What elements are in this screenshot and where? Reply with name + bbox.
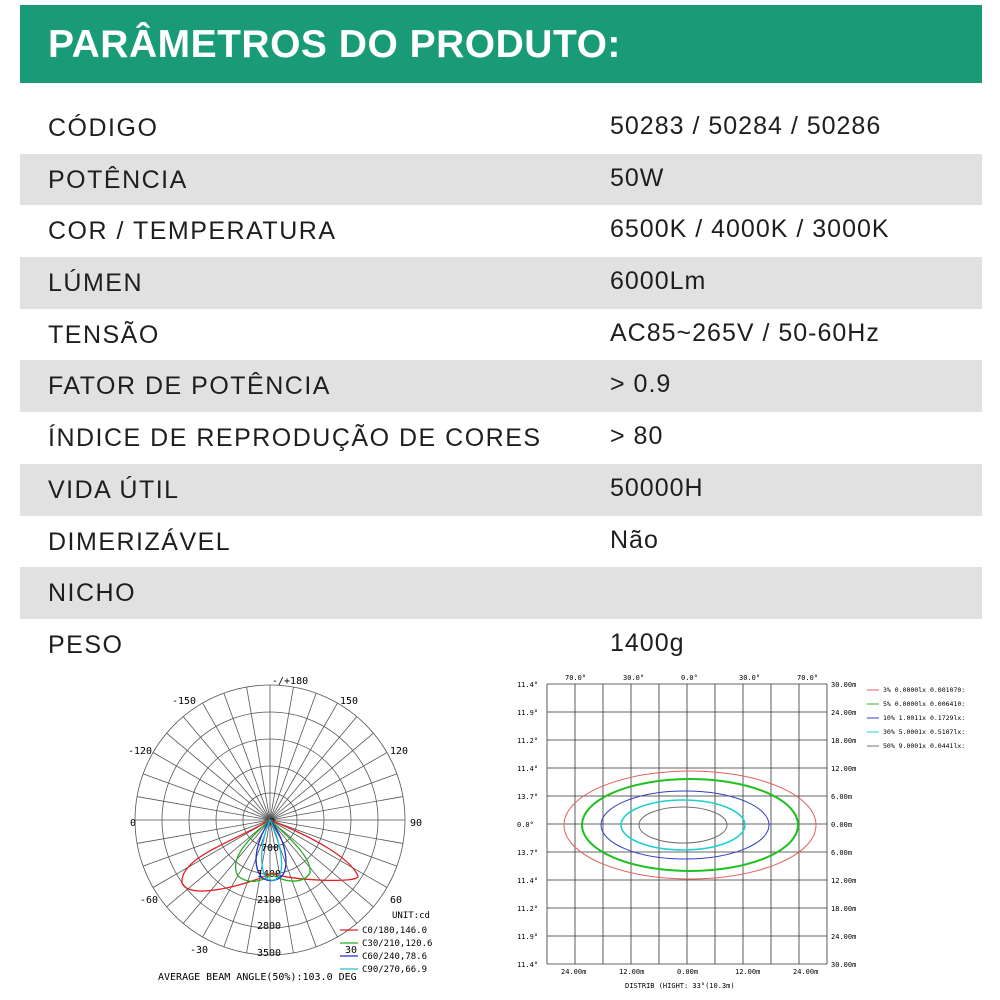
polar-footer: AVERAGE BEAM ANGLE(50%):103.0 DEG xyxy=(158,972,357,983)
legend-entry: 5% 0.0000lx 0.006410: xyxy=(883,700,966,708)
spec-label: LÚMEN xyxy=(48,269,144,298)
spec-label: PESO xyxy=(48,630,124,659)
polar-angle-label: -150 xyxy=(172,696,197,707)
grid-right-label: 18.00m xyxy=(831,905,857,913)
grid-right-label: 6.00m xyxy=(831,793,853,801)
polar-radial-label: 2100 xyxy=(257,895,282,906)
grid-right-label: 30.00m xyxy=(831,681,857,689)
spec-row-lumen xyxy=(20,257,982,309)
polar-distribution-diagram xyxy=(110,668,460,993)
grid-left-label: 11.2° xyxy=(517,737,539,745)
grid-footer: DISTRIB (HIGHT: 33°(10.3m) xyxy=(625,982,735,990)
spec-value: AC85~265V / 50-60Hz xyxy=(610,318,880,347)
grid-right-label: 12.00m xyxy=(831,765,857,773)
spec-label: CÓDIGO xyxy=(48,114,159,142)
grid-left-label: 13.7° xyxy=(517,849,539,857)
spec-label: VIDA ÚTIL xyxy=(48,475,180,504)
legend-entry: C60/240,78.6 xyxy=(362,952,428,962)
spec-value: > 80 xyxy=(610,422,664,451)
spec-row-peso xyxy=(20,619,982,671)
isolux-contour-10 xyxy=(601,791,769,859)
grid-top-label: 30.0° xyxy=(623,674,645,682)
grid-bottom-label: 0.00m xyxy=(677,968,699,976)
spec-value: 1400g xyxy=(610,628,685,657)
spec-label: FATOR DE POTÊNCIA xyxy=(48,372,331,401)
legend-entry: C90/270,66.9 xyxy=(362,965,428,975)
spec-row-tensao xyxy=(20,309,982,361)
polar-angle-label: 150 xyxy=(340,696,359,707)
grid-left-label: 13.7° xyxy=(517,793,539,801)
polar-radial-label: 700 xyxy=(261,843,280,854)
legend-entry: C30/210,120.6 xyxy=(362,939,433,949)
grid-left-labels xyxy=(517,681,538,969)
grid-legend xyxy=(867,686,965,750)
grid-right-label: 18.00m xyxy=(831,737,857,745)
legend-entry: 30% 5.0001x 0.5107lx: xyxy=(883,728,966,736)
spec-row-vida-util xyxy=(20,464,982,516)
grid-left-label: 11.9° xyxy=(517,709,539,717)
polar-radial-label: 3500 xyxy=(257,948,282,959)
grid-left-label: 11.4° xyxy=(517,877,539,885)
spec-value: 50000H xyxy=(610,473,704,502)
grid-right-labels xyxy=(831,681,856,969)
polar-angle-label: -120 xyxy=(128,746,153,757)
isolux-contour-50 xyxy=(639,807,727,843)
polar-radial-label: 0 xyxy=(269,817,276,828)
spec-label: POTÊNCIA xyxy=(48,165,188,194)
grid-bottom-labels xyxy=(561,968,818,976)
spec-row-indice-reproducao xyxy=(20,412,982,464)
specs-table xyxy=(20,102,982,671)
spec-value: 50W xyxy=(610,163,665,192)
polar-unit-label: UNIT:cd xyxy=(392,911,430,921)
grid-bottom-label: 24.00m xyxy=(793,968,819,976)
polar-angle-label: 60 xyxy=(390,895,403,906)
spec-value: 6500K / 4000K / 3000K xyxy=(610,215,890,244)
grid-left-label: 11.9° xyxy=(517,933,539,941)
spec-label: NICHO xyxy=(48,579,137,608)
grid-left-label: 11.4° xyxy=(517,681,539,689)
page-title: PARÂMETROS DO PRODUTO: xyxy=(48,23,621,66)
polar-top-label: -/+180 xyxy=(272,676,309,687)
spec-row-cor-temperatura xyxy=(20,205,982,257)
polar-angle-label: -60 xyxy=(140,895,159,906)
polar-angle-label: 30 xyxy=(345,945,358,956)
spec-value: > 0.9 xyxy=(610,370,672,399)
header-banner xyxy=(20,5,982,83)
grid-left-label: 11.4° xyxy=(517,961,539,969)
spec-row-nicho xyxy=(20,567,982,619)
spec-label: ÍNDICE DE REPRODUÇÃO DE CORES xyxy=(48,424,542,453)
isolux-contour-3 xyxy=(564,771,816,879)
spec-value: 6000Lm xyxy=(610,267,707,296)
polar-angle-label: -30 xyxy=(190,945,209,956)
spec-row-fator-potencia xyxy=(20,360,982,412)
legend-entry: C0/180,146.0 xyxy=(362,926,428,936)
grid-bottom-label: 12.00m xyxy=(735,968,761,976)
spec-row-dimerizavel xyxy=(20,516,982,568)
grid-top-label: 30.0° xyxy=(739,674,761,682)
grid-right-label: 24.00m xyxy=(831,933,857,941)
grid-right-label: 30.00m xyxy=(831,961,857,969)
grid-right-label: 6.00m xyxy=(831,849,853,857)
grid-right-label: 24.00m xyxy=(831,709,857,717)
legend-entry: 3% 0.0000lx 0.001070: xyxy=(883,686,966,694)
grid-right-label: 0.00m xyxy=(831,821,853,829)
spec-label: DIMERIZÁVEL xyxy=(48,527,232,556)
grid-left-label: 11.2° xyxy=(517,905,539,913)
polar-angle-label: 120 xyxy=(390,746,409,757)
grid-top-label: 70.0° xyxy=(797,674,819,682)
spec-label: COR / TEMPERATURA xyxy=(48,217,337,246)
isolux-contour-5 xyxy=(582,779,798,871)
spec-row-potencia xyxy=(20,154,982,206)
legend-entry: 50% 9.0001x 0.0441lx: xyxy=(883,742,966,750)
legend-entry: 10% 1.0011x 0.1729lx: xyxy=(883,714,966,722)
illuminance-grid-diagram xyxy=(515,672,990,994)
grid-lines xyxy=(547,684,827,964)
spec-value: Não xyxy=(610,525,659,554)
spec-value: 50283 / 50284 / 50286 xyxy=(610,112,882,140)
grid-left-label: 0.0° xyxy=(517,821,534,829)
spec-label: TENSÃO xyxy=(48,320,160,349)
polar-radial-label: 2800 xyxy=(257,921,282,932)
spec-row-codigo xyxy=(20,102,982,154)
polar-radial-label: 1400 xyxy=(257,869,282,880)
grid-right-label: 12.00m xyxy=(831,877,857,885)
polar-angle-label: 90 xyxy=(410,818,423,829)
grid-top-labels xyxy=(565,674,818,682)
grid-top-label: 0.0° xyxy=(681,674,698,682)
grid-bottom-label: 12.00m xyxy=(619,968,645,976)
polar-angle-label: 0 xyxy=(130,818,137,829)
grid-bottom-label: 24.00m xyxy=(561,968,587,976)
grid-left-label: 11.4° xyxy=(517,765,539,773)
grid-top-label: 70.0° xyxy=(565,674,587,682)
